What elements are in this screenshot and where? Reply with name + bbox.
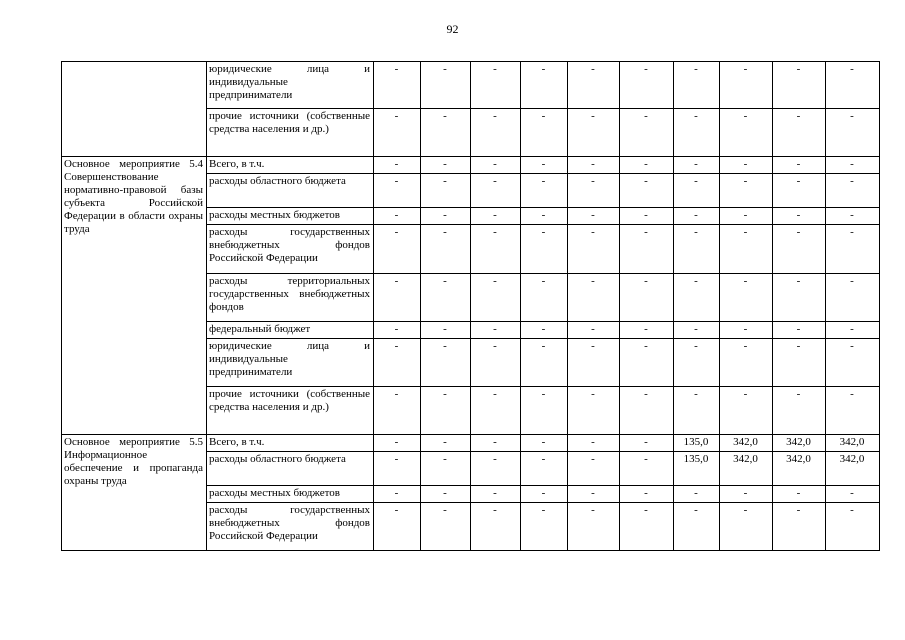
value-cell: - [521, 174, 568, 208]
value-cell: - [620, 322, 674, 339]
table-row [62, 435, 880, 452]
value-cell: - [421, 435, 471, 452]
value-cell: - [674, 322, 720, 339]
value-cell: - [421, 452, 471, 486]
funding-source-cell: расходы областного бюджета [207, 174, 374, 208]
value-cell: - [471, 387, 521, 435]
value-cell: - [374, 435, 421, 452]
value-cell: - [826, 274, 880, 322]
value-cell: - [568, 174, 620, 208]
value-cell: - [374, 387, 421, 435]
value-cell: - [374, 322, 421, 339]
value-cell: - [421, 225, 471, 274]
value-cell: - [674, 157, 720, 174]
value-cell: - [374, 486, 421, 503]
funding-source-cell: расходы государственных внебюджетных фондов Российской Федерации [207, 225, 374, 274]
activity-cell [62, 62, 207, 157]
funding-source-cell: юридические лица и индивидуальные предприниматели [207, 339, 374, 387]
value-cell: - [674, 387, 720, 435]
value-cell: - [568, 486, 620, 503]
value-cell: - [521, 322, 568, 339]
value-cell: - [720, 62, 773, 109]
value-cell: - [421, 486, 471, 503]
value-cell: - [620, 62, 674, 109]
value-cell: - [620, 208, 674, 225]
value-cell: - [421, 274, 471, 322]
value-cell: - [674, 208, 720, 225]
value-cell: - [674, 109, 720, 157]
funding-source-cell: расходы территориальных государственных внебюджетных фондов [207, 274, 374, 322]
value-cell: - [674, 503, 720, 551]
value-cell: - [421, 174, 471, 208]
value-cell: - [521, 387, 568, 435]
value-cell: - [421, 208, 471, 225]
funding-source-cell: прочие источники (собственные средства населения и др.) [207, 387, 374, 435]
value-cell: 342,0 [720, 435, 773, 452]
value-cell: - [374, 174, 421, 208]
value-cell: - [568, 435, 620, 452]
value-cell: - [471, 109, 521, 157]
funding-source-cell: расходы государственных внебюджетных фондов Российской Федерации [207, 503, 374, 551]
value-cell: - [374, 157, 421, 174]
funding-source-cell: федеральный бюджет [207, 322, 374, 339]
value-cell: - [826, 503, 880, 551]
funding-source-cell: расходы местных бюджетов [207, 486, 374, 503]
value-cell: - [720, 503, 773, 551]
value-cell: - [521, 208, 568, 225]
value-cell: - [720, 274, 773, 322]
value-cell: - [620, 503, 674, 551]
funding-source-cell: юридические лица и индивидуальные предприниматели [207, 62, 374, 109]
value-cell: - [471, 503, 521, 551]
value-cell: - [374, 452, 421, 486]
funding-source-cell: Всего, в т.ч. [207, 157, 374, 174]
value-cell: - [773, 225, 826, 274]
value-cell: - [773, 174, 826, 208]
value-cell: - [471, 322, 521, 339]
value-cell: - [568, 109, 620, 157]
value-cell: - [568, 157, 620, 174]
value-cell: - [720, 225, 773, 274]
funding-source-cell: расходы областного бюджета [207, 452, 374, 486]
value-cell: - [773, 274, 826, 322]
value-cell: - [773, 208, 826, 225]
value-cell: - [826, 208, 880, 225]
value-cell: - [620, 157, 674, 174]
table-body [62, 62, 880, 551]
value-cell: - [471, 274, 521, 322]
value-cell: - [568, 503, 620, 551]
value-cell: - [374, 109, 421, 157]
value-cell: - [620, 225, 674, 274]
value-cell: - [720, 174, 773, 208]
value-cell: - [374, 339, 421, 387]
funding-source-cell: расходы местных бюджетов [207, 208, 374, 225]
table-row [62, 157, 880, 174]
value-cell: - [421, 503, 471, 551]
activity-cell [62, 435, 207, 551]
value-cell: - [773, 322, 826, 339]
value-cell: 342,0 [773, 435, 826, 452]
value-cell: - [826, 387, 880, 435]
value-cell: - [620, 109, 674, 157]
value-cell: - [826, 109, 880, 157]
value-cell: - [374, 503, 421, 551]
value-cell: - [521, 62, 568, 109]
value-cell: - [674, 225, 720, 274]
value-cell: - [720, 322, 773, 339]
value-cell: - [421, 322, 471, 339]
value-cell: - [471, 174, 521, 208]
value-cell: - [826, 157, 880, 174]
value-cell: - [421, 157, 471, 174]
value-cell: 135,0 [674, 452, 720, 486]
funding-source-cell: прочие источники (собственные средства населения и др.) [207, 109, 374, 157]
value-cell: - [720, 339, 773, 387]
value-cell: - [568, 339, 620, 387]
value-cell: - [374, 208, 421, 225]
value-cell: - [620, 435, 674, 452]
value-cell: - [674, 174, 720, 208]
value-cell: - [471, 339, 521, 387]
value-cell: - [521, 109, 568, 157]
value-cell: - [568, 387, 620, 435]
value-cell: - [773, 157, 826, 174]
value-cell: - [720, 109, 773, 157]
value-cell: - [568, 62, 620, 109]
value-cell: - [471, 157, 521, 174]
value-cell: - [826, 486, 880, 503]
value-cell: - [421, 62, 471, 109]
value-cell: - [674, 339, 720, 387]
value-cell: - [568, 322, 620, 339]
value-cell: - [374, 225, 421, 274]
value-cell: - [471, 435, 521, 452]
value-cell: - [773, 62, 826, 109]
value-cell: 135,0 [674, 435, 720, 452]
value-cell: - [521, 339, 568, 387]
value-cell: - [826, 174, 880, 208]
value-cell: - [826, 339, 880, 387]
value-cell: 342,0 [826, 435, 880, 452]
value-cell: - [620, 274, 674, 322]
value-cell: - [471, 452, 521, 486]
value-cell: - [568, 452, 620, 486]
activity-title: Основное мероприятие 5.4 Совершенствование нормативно-правовой базы субъекта Российской Федерации в области охраны труда [64, 158, 203, 235]
value-cell: - [674, 62, 720, 109]
value-cell: - [720, 387, 773, 435]
value-cell: - [773, 387, 826, 435]
value-cell: - [521, 486, 568, 503]
value-cell: - [521, 503, 568, 551]
value-cell: - [620, 452, 674, 486]
value-cell: - [720, 208, 773, 225]
value-cell: - [620, 174, 674, 208]
value-cell: - [374, 274, 421, 322]
value-cell: - [826, 322, 880, 339]
value-cell: 342,0 [773, 452, 826, 486]
value-cell: - [773, 109, 826, 157]
value-cell: - [521, 157, 568, 174]
value-cell: - [674, 486, 720, 503]
value-cell: - [568, 208, 620, 225]
value-cell: - [471, 225, 521, 274]
value-cell: - [826, 225, 880, 274]
value-cell: - [521, 452, 568, 486]
value-cell: - [568, 274, 620, 322]
activity-title: Основное мероприятие 5.5 Информационное обеспечение и пропаганда охраны труда [64, 436, 203, 487]
value-cell: - [620, 486, 674, 503]
funding-source-cell: Всего, в т.ч. [207, 435, 374, 452]
table-row [62, 62, 880, 109]
value-cell: - [773, 486, 826, 503]
value-cell: - [374, 62, 421, 109]
activity-cell [62, 157, 207, 435]
value-cell: - [471, 486, 521, 503]
value-cell: - [568, 225, 620, 274]
value-cell: - [620, 387, 674, 435]
value-cell: - [773, 503, 826, 551]
value-cell: - [421, 339, 471, 387]
value-cell: - [720, 486, 773, 503]
value-cell: - [773, 339, 826, 387]
value-cell: - [674, 274, 720, 322]
value-cell: 342,0 [720, 452, 773, 486]
value-cell: - [471, 208, 521, 225]
value-cell: - [471, 62, 521, 109]
value-cell: 342,0 [826, 452, 880, 486]
value-cell: - [521, 274, 568, 322]
value-cell: - [826, 62, 880, 109]
value-cell: - [521, 225, 568, 274]
page-number: 92 [446, 22, 459, 36]
value-cell: - [521, 435, 568, 452]
value-cell: - [421, 387, 471, 435]
value-cell: - [620, 339, 674, 387]
value-cell: - [720, 157, 773, 174]
funding-table [61, 61, 880, 551]
value-cell: - [421, 109, 471, 157]
